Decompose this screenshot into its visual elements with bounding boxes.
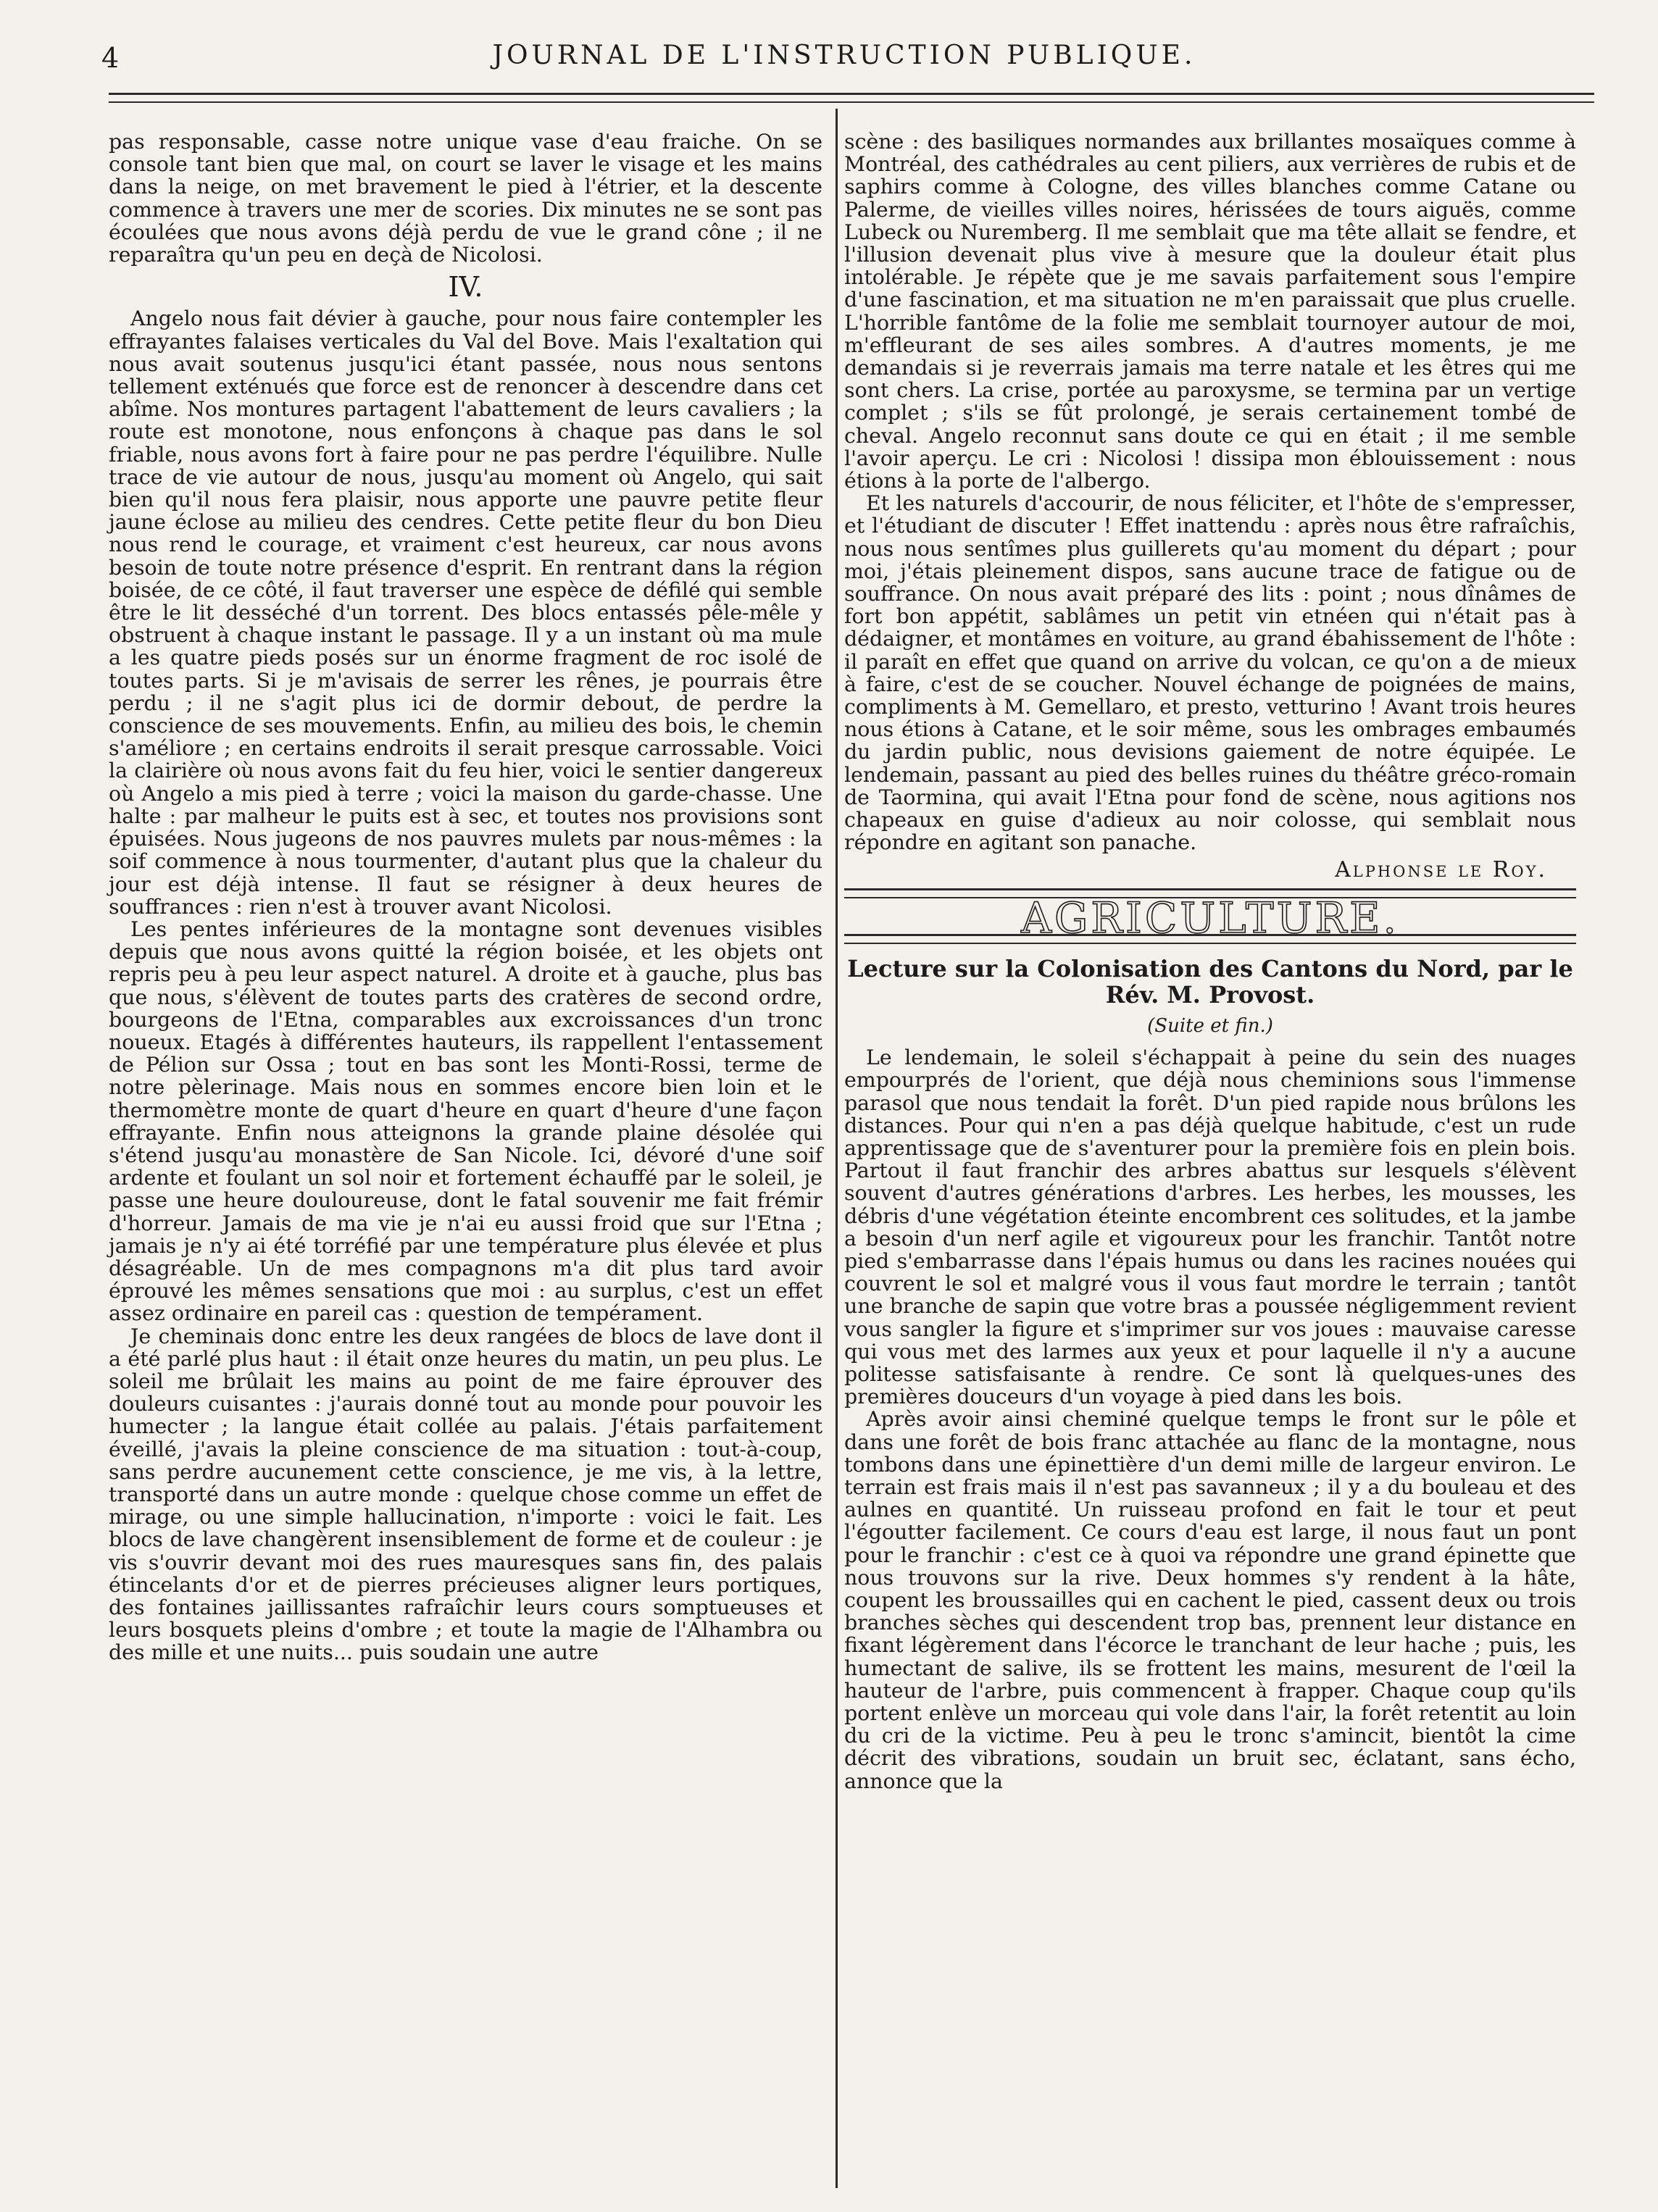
page-header [101, 38, 1587, 81]
paragraph: Et les naturels d'accourir, de nous féliciter, et l'hôte de s'empresser, et l'étudiant de discuter ! Effet inattendu : après nous être rafraîchis, nous nous sentîmes plus guillerets qu'au moment du départ ; pour moi, j'étais pleinement dispos, sans aucune trace de fatigue ou de souffrance. On nous avait préparé des lits : point ; nous dînâmes de fort bon appétit, sablâmes un petit vin etnéen qui n'était pas à dédaigner, et montâmes en voiture, au grand ébahissement de l'hôte : il paraît en effet que quand on arrive du volcan, ce qu'on a de mieux à faire, c'est de se coucher. Nouvel échange de poignées de mains, compliments à M. Gemellaro, et presto, vetturino ! Avant trois heures nous étions à Catane, et le soir même, sous les ombrages embaumés du jardin public, nous devisions gaiement de notre équipée. Le lendemain, passant au pied des belles ruines du théâtre gréco-romain de Taormina, qui avait l'Etna pour fond de scène, nous agitions nos chapeaux en guise d'adieux au noir colosse, qui semblait nous répondre en agitant son panache. [844, 491, 1576, 855]
left-column [109, 130, 822, 1664]
page-number: 4 [101, 42, 120, 74]
paragraph: Les pentes inférieures de la montagne sont devenues visibles depuis que nous avons quitté la région boisée, et les objets ont repris peu à peu leur aspect naturel. A droite et à gauche, plus bas que nous, s'élèvent de toutes parts des cratères de second ordre, bourgeons de l'Etna, comparables aux excroissances d'un tronc noueux. Etagés à différentes hauteurs, ils rappellent l'entassement de Pélion sur Ossa ; tout en bas sont les Monti-Rossi, terme de notre pèlerinage. Mais nous en sommes encore bien loin et le thermomètre monte de quart d'heure en quart d'heure d'une façon effrayante. Enfin nous atteignons la grande plaine désolée qui s'étend jusqu'au monastère de San Nicole. Ici, dévoré d'une soif ardente et foulant un sol noir et fortement échauffé par le soleil, je passe une heure douloureuse, dont le fatal souvenir me fait frémir d'horreur. Jamais de ma vie je n'ai eu aussi froid que sur l'Etna ; jamais je n'y ai été torréfié par une température plus élevée et plus désagréable. Un de mes compagnons m'a dit plus tard avoir éprouvé les mêmes sensations que moi : au surplus, c'est un effet assez ordinaire en pareil cas : question de tempérament. [109, 917, 822, 1326]
section-number: IV. [448, 271, 483, 304]
author-signature: Alphonse le Roy. [1335, 856, 1547, 882]
paragraph: Après avoir ainsi cheminé quelque temps le front sur le pôle et dans une forêt de bois franc attachée au flanc de la montagne, nous tombons dans une épinettière d'un demi mille de largeur environ. Le terrain est frais mais il n'est pas savanneux ; il y a du bouleau et des aulnes en quantité. Un ruisseau profond en fait le tour et peut l'égoutter facilement. Ce cours d'eau est large, il nous faut un pont pour le franchir : c'est ce à quoi va répondre une grand épinette que nous trouvons sur la rive. Deux hommes s'y rendent à la hâte, coupent les broussailles qui en cachent le pied, cassent deux ou trois branches sèches qui descendent trop bas, prennent leur distance en fixant légèrement dans l'écorce le tranchant de leur hache ; puis, les humectant de salive, ils se frottent les mains, mesurent de l'œil la hauteur de l'arbre, puis commencent à frapper. Chaque coup qu'ils portent enlève un morceau qui vole dans l'air, la forêt retentit au loin du cri de la victime. Peu à peu le tronc s'amincit, bientôt la cime décrit des vibrations, soudain un bruit sec, éclatant, sans écho, annonce que la [844, 1407, 1576, 1793]
section-heading: AGRICULTURE. [1021, 893, 1399, 943]
paragraph: scène : des basiliques normandes aux brillantes mosaïques comme à Montréal, des cathédrales au cent piliers, aux verrières de rubis et de saphirs comme à Cologne, des villes blanches comme Catane ou Palerme, de vieilles villes noires, hérissées de tours aiguës, comme Lubeck ou Nuremberg. Il me semblait que ma tête allait se fendre, et l'illusion devenait plus vive à mesure que la douleur était plus intolérable. Je répète que je me savais parfaitement sous l'empire d'une fascination, et ma situation ne m'en paraissait que plus cruelle. L'horrible fantôme de la folie me semblait tournoyer autour de moi, m'effleurant de ses ailes sombres. A d'autres moments, je me demandais si je reverrais jamais ma terre natale et les êtres qui me sont chers. La crise, portée au paroxysme, se termina par un vertige complet ; s'ils se fût prolongé, je serais certainement tombé de cheval. Angelo reconnut sans doute ce qui en était ; il me semble l'avoir aperçu. Le cri : Nicolosi ! dissipa mon éblouissement : nous étions à la porte de l'albergo. [844, 130, 1576, 493]
paragraph: Le lendemain, le soleil s'échappait à peine du sein des nuages empourprés de l'orient, que déjà nous cheminions sous l'immense parasol que nous tendait la forêt. D'un pied rapide nous brûlons les distances. Pour qui n'en a pas déjà quelque habitude, c'est un rude apprentissage que de s'aventurer pour la première fois en plein bois. Partout il faut franchir des arbres abattus sur lesquels s'élèvent souvent d'autres générations d'arbres. Les herbes, les mousses, les débris d'une végétation éteinte encombrent ces solitudes, et la jambe a besoin d'un nerf agile et vigoureux pour les franchir. Tantôt notre pied s'embarrasse dans l'épais humus ou dans les racines nouées qui couvrent le sol et malgré vous il vous faut mordre le terrain ; tantôt une branche de sapin que votre bras a poussée négligemment revient vous sangler la figure et s'imprimer sur vos joues : mauvaise caresse qui vous met des larmes aux yeux et pour laquelle il n'y a aucune politesse satisfaisante à rendre. Ce sont là quelques-unes des premières douceurs d'un voyage à pied dans les bois. [844, 1046, 1576, 1409]
right-column [844, 130, 1576, 1792]
header-rule [109, 93, 1594, 103]
column-divider [836, 109, 838, 2188]
paragraph: Angelo nous fait dévier à gauche, pour nous faire contempler les effrayantes falaises verticales du Val del Bove. Mais l'exaltation qui nous avait soutenus jusqu'ici étant passée, nous nous sentons tellement exténués que force est de renoncer à descendre dans cet abîme. Nos montures partagent l'abattement de leurs cavaliers ; la route est monotone, nous enfonçons à chaque pas dans le sol friable, nous avons fort à faire pour ne pas perdre l'équilibre. Nulle trace de vie autour de nous, jusqu'au moment où Angelo, qui sait bien qu'il nous fera plaisir, nous apporte une pauvre petite fleur jaune éclose au milieu des cendres. Cette petite fleur du bon Dieu nous rend le courage, et vraiment c'est heureux, car nous avons besoin de toute notre présence d'esprit. En rentrant dans la région boisée, de ce côté, il faut traverser une espèce de défilé qui semble être le lit desséché d'un torrent. Des blocs entassés pêle-mêle y obstruent à chaque instant le passage. Il y a un instant où ma mule a les quatre pieds posés sur un énorme fragment de roc isolé de toutes parts. Si je m'avisais de serrer les rênes, je pourrais être perdu ; il ne s'agit plus ici de dormir debout, de perdre la conscience de ses mouvements. Enfin, au milieu des bois, le chemin s'améliore ; en certains endroits il serait presque carrossable. Voici la clairière où nous avons fait du feu hier, voici le sentier dangereux où Angelo a mis pied à terre ; voici la maison du garde-chasse. Une halte : par malheur le puits est à sec, et toutes nos provisions sont épuisées. Nous jugeons de nos pauvres mulets par nous-mêmes : la soif commence à nous tourmenter, d'autant plus que la chaleur du jour est déjà intense. Il faut se résigner à deux heures de souffrances : rien n'est à trouver avant Nicolosi. [109, 306, 822, 919]
article-subtitle: (Suite et fin.) [1147, 1014, 1273, 1037]
paragraph: pas responsable, casse notre unique vase d'eau fraiche. On se console tant bien que mal, on court se laver le visage et les mains dans la neige, on met bravement le pied à l'étrier, et la descente commence à travers une mer de scories. Dix minutes ne se sont pas écoulées que nous avons déjà perdu de vue le grand cône ; il ne reparaîtra qu'un peu en deçà de Nicolosi. [109, 130, 822, 267]
paragraph: Je cheminais donc entre les deux rangées de blocs de lave dont il a été parlé plus haut : il était onze heures du matin, un peu plus. Le soleil me brûlait les mains au point de me faire éprouver des douleurs cuisantes : j'aurais donné tout au monde pour pouvoir les humecter ; la langue était collée au palais. J'étais parfaitement éveillé, j'avais la pleine conscience de ma situation : tout-à-coup, sans perdre aucunement cette conscience, je me vis, à la lettre, transporté dans un autre monde : quelque chose comme un effet de mirage, ou une simple hallucination, n'importe : voici le fait. Les blocs de lave changèrent insensiblement de forme et de couleur : je vis s'ouvrir devant moi des rues mauresques sans fin, des palais étincelants d'or et de pierres précieuses aligner leurs portiques, des fontaines jaillissantes rafraîchir leurs cours somptueuses et leurs bosquets pleins d'ombre ; et toute la magie de l'Alhambra ou des mille et une nuits... puis soudain une autre [109, 1324, 822, 1665]
article-title: Lecture sur la Colonisation des Cantons du Nord, par le Rév. M. Provost. [847, 954, 1573, 1009]
journal-title: JOURNAL DE L'INSTRUCTION PUBLIQUE. [492, 41, 1196, 70]
